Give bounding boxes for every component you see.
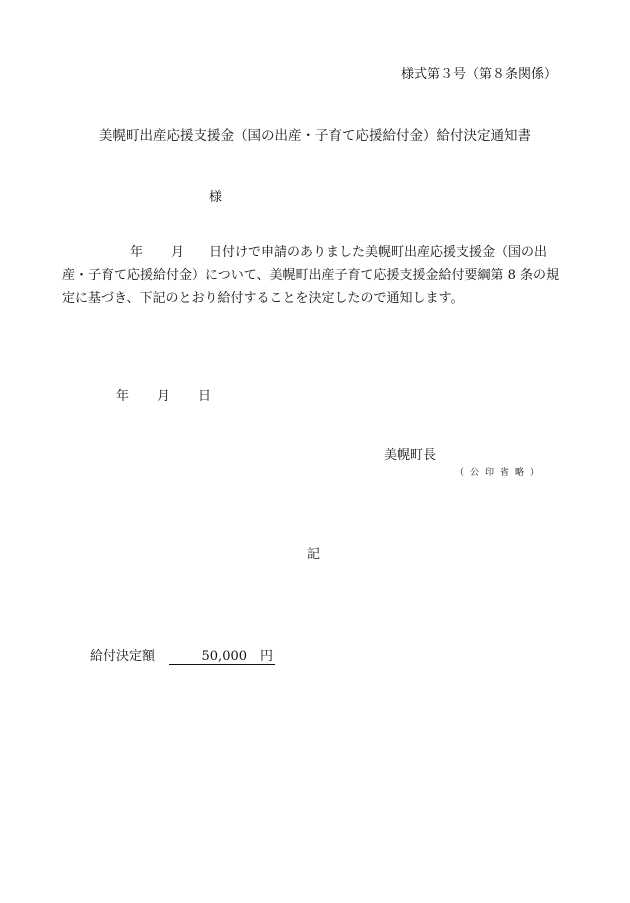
body-year-label: 年 xyxy=(130,245,144,260)
amount-value: 50,000 円 xyxy=(169,649,275,665)
issuer-title: 美幌町長 xyxy=(384,448,437,463)
seal-omitted-note: （公印省略） xyxy=(455,468,546,478)
body-text: 日付けで申請のありました美幌町出産応援支援金（国の出産・子育て応援給付金）について、美幌町出産子育て応援支援金給付要綱第 8 条の規定に基づき、下記のとおり給付することを決定したので通知します。 xyxy=(62,245,560,306)
document-title: 美幌町出産応援支援金（国の出産・子育て応援給付金）給付決定通知書 xyxy=(99,128,531,144)
recipient-suffix: 様 xyxy=(209,190,223,205)
form-number: 様式第３号（第８条関係） xyxy=(400,67,557,82)
issue-day-label: 日 xyxy=(198,389,212,404)
issue-date xyxy=(116,385,211,404)
body-paragraph xyxy=(62,241,572,310)
issue-month-label: 月 xyxy=(157,389,171,404)
body-month-label: 月 xyxy=(171,245,185,260)
ki-heading: 記 xyxy=(307,547,321,562)
amount-label: 給付決定額 xyxy=(90,649,156,664)
issue-year-label: 年 xyxy=(116,389,130,404)
amount-row xyxy=(90,645,275,665)
